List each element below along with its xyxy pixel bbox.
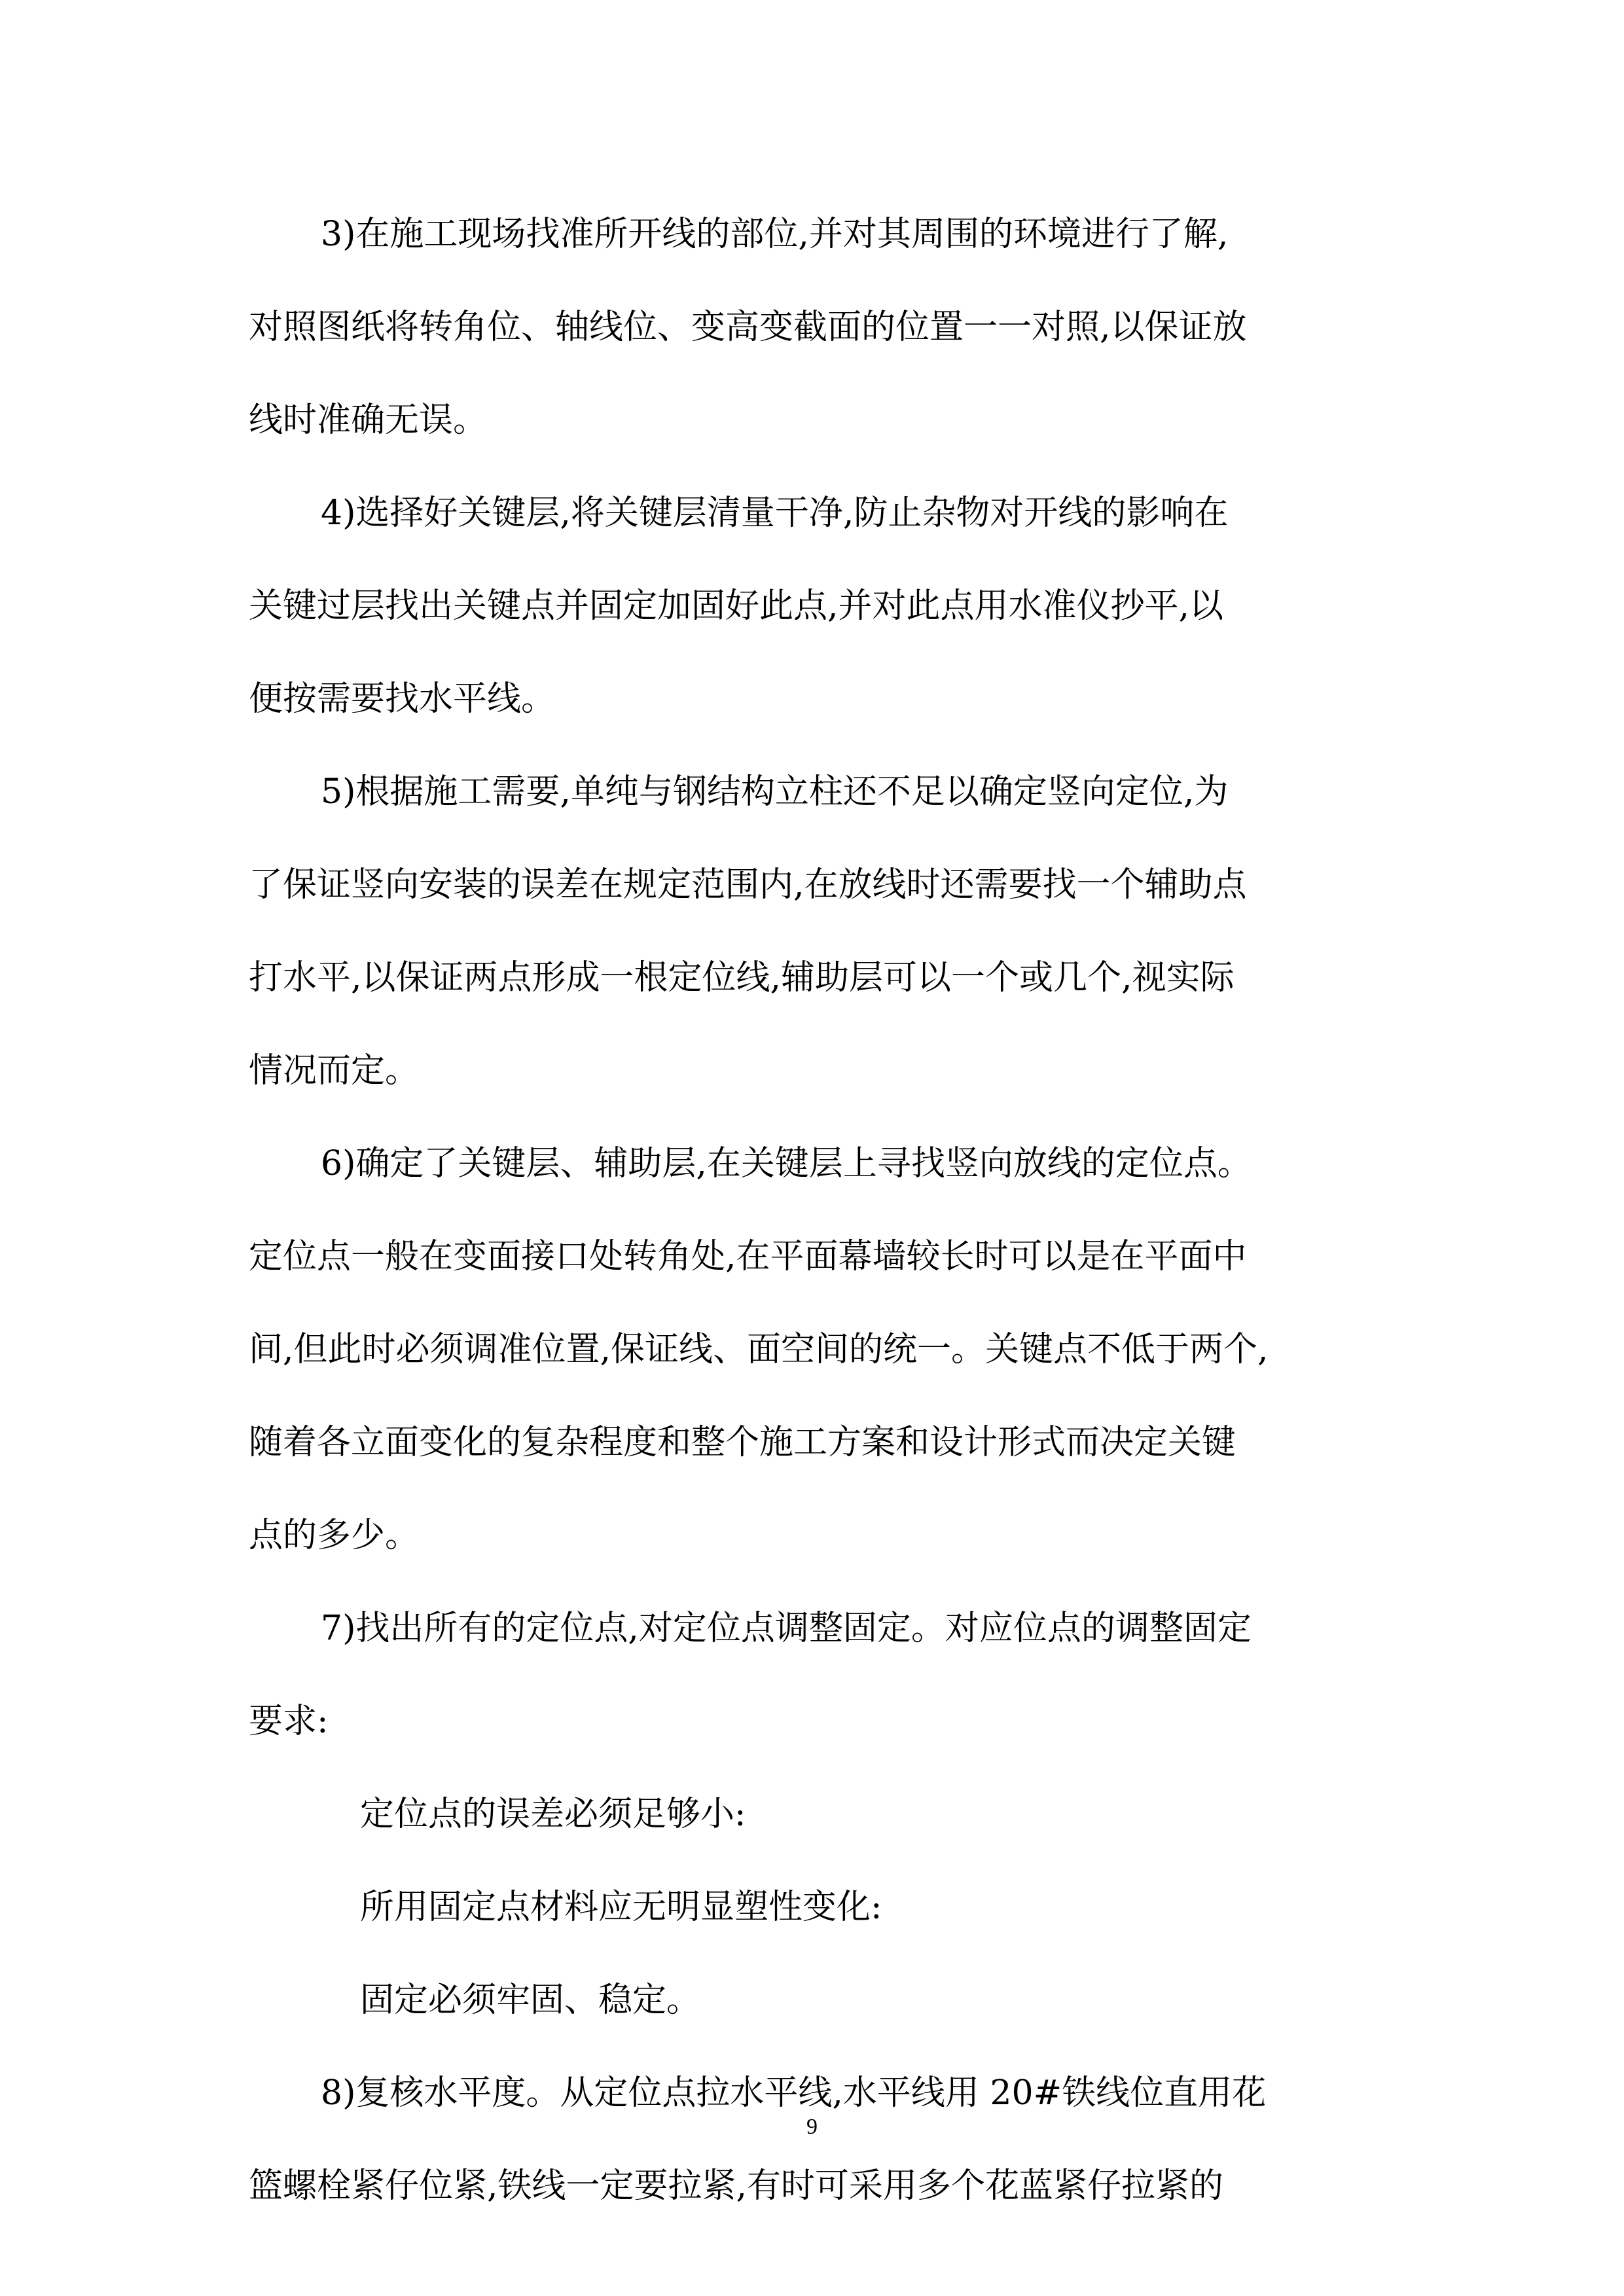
paragraph-6-line-3: 间,但此时必须调准位置,保证线、面空间的统一。关键点不低于两个, (249, 1330, 1269, 1369)
paragraph-8-line-1: 8)复核水平度。从定位点拉水平线,水平线用 20#铁线位直用花 (321, 2073, 1267, 2113)
paragraph-6-line-2: 定位点一般在变面接口处转角处,在平面幕墙较长时可以是在平面中 (249, 1237, 1247, 1276)
paragraph-5-line-1: 5)根据施工需要,单纯与钢结构立柱还不足以确定竖向定位,为 (321, 772, 1229, 812)
paragraph-6-line-1: 6)确定了关键层、辅助层,在关键层上寻找竖向放线的定位点。 (321, 1144, 1252, 1183)
requirement-item-3: 固定必须牢固、稳定。 (360, 1981, 701, 2020)
paragraph-5-line-3: 打水平,以保证两点形成一根定位线,辅助层可以一个或几个,视实际 (249, 958, 1235, 997)
paragraph-4-line-3: 便按需要找水平线。 (249, 679, 556, 719)
paragraph-3-line-1: 3)在施工现场找准所开线的部位,并对其周围的环境进行了解, (321, 215, 1229, 254)
paragraph-3-line-2: 对照图纸将转角位、轴线位、变高变截面的位置一一对照,以保证放 (249, 308, 1247, 347)
requirement-item-1: 定位点的误差必须足够小: (360, 1795, 746, 1834)
paragraph-5-line-2: 了保证竖向安装的误差在规定范围内,在放线时还需要找一个辅助点 (249, 865, 1247, 905)
paragraph-7-line-1: 7)找出所有的定位点,对定位点调整固定。对应位点的调整固定 (321, 1609, 1252, 1648)
paragraph-3-line-3: 线时准确无误。 (249, 401, 488, 440)
paragraph-6-line-5: 点的多少。 (249, 1516, 420, 1555)
paragraph-6-line-4: 随着各立面变化的复杂程度和整个施工方案和设计形式而决定关键 (249, 1423, 1236, 1462)
paragraph-5-line-4: 情况而定。 (249, 1051, 420, 1090)
paragraph-4-line-2: 关键过层找出关键点并固定加固好此点,并对此点用水准仪抄平,以 (249, 586, 1224, 626)
paragraph-8-line-2: 篮螺栓紧仔位紧,铁线一定要拉紧,有时可采用多个花蓝紧仔拉紧的 (249, 2166, 1224, 2206)
requirement-item-2: 所用固定点材料应无明显塑性变化: (360, 1888, 882, 1927)
paragraph-7-line-2: 要求: (249, 1702, 329, 1741)
paragraph-4-line-1: 4)选择好关键层,将关键层清量干净,防止杂物对开线的影响在 (321, 493, 1229, 533)
page-number: 9 (806, 2115, 818, 2139)
